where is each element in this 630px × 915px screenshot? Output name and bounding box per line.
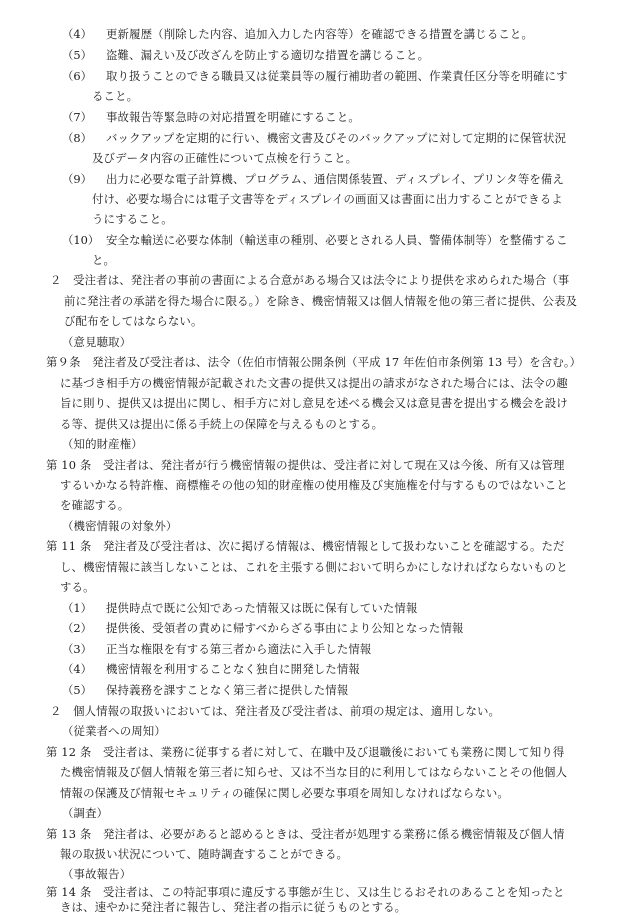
item-6-number: （6） bbox=[62, 69, 93, 83]
item-10-number: （10） bbox=[62, 233, 100, 247]
item-7-number: （7） bbox=[62, 110, 93, 124]
article-13-text: 第 13 条 発注者は、必要があると認めるときは、受注者が処理する業務に係る機密情報及び個人情 bbox=[46, 827, 565, 841]
item-4-text: 更新履歴（削除した内容、追加入力した内容等）を確認できる措置を講じること。 bbox=[106, 27, 534, 41]
list-item-number: （1） bbox=[62, 601, 93, 615]
item-8-text: 及びデータ内容の正確性について点検を行うこと。 bbox=[92, 151, 358, 165]
article-9-text: 第９条 発注者及び受注者は、法令（佐伯市情報公開条例（平成 17 年佐伯市条例第 13 号）を含む。） bbox=[46, 355, 582, 369]
item-5-number: （5） bbox=[62, 48, 93, 62]
article-10-text: を確認する。 bbox=[60, 498, 130, 512]
article-11-paragraph-2: ２ 個人情報の取扱いにおいては、発注者及び受注者は、前項の規定は、適用しない。 bbox=[50, 704, 501, 718]
paragraph-2: 前に発注者の承諾を得た場合に限る。）を除き、機密情報又は個人情報を他の第三者に提供、公表及 bbox=[64, 294, 578, 308]
list-item-text: 機密情報を利用することなく独自に開発した情報 bbox=[106, 662, 360, 676]
article-9-heading: （意見聴取） bbox=[62, 335, 132, 349]
article-13-heading: （調査） bbox=[62, 806, 109, 820]
article-12-heading: （従業者への周知） bbox=[62, 724, 166, 738]
article-12-text: 情報の保護及び情報セキュリティの確保に関し必要な事項を周知しなければならない。 bbox=[60, 786, 509, 800]
article-9-text: る等、提供又は提出に係る手続上の保障を与えるものとする。 bbox=[60, 417, 384, 431]
article-12-text: 第 12 条 受注者は、業務に従事する者に対して、在職中及び退職後においても業務に関して知り得 bbox=[46, 745, 565, 759]
list-item-text: 提供後、受領者の責めに帰すべからざる事由により公知となった情報 bbox=[106, 621, 464, 635]
list-item-text: 提供時点で既に公知であった情報又は既に保有していた情報 bbox=[106, 601, 418, 615]
item-5-text: 盗難、漏えい及び改ざんを防止する適切な措置を講じること。 bbox=[106, 48, 430, 62]
article-13-text: 報の取扱い状況について、随時調査することができる。 bbox=[60, 847, 349, 861]
item-9-text: 付け、必要な場合には電子文書等をディスプレイの画面又は書面に出力することができるよ bbox=[92, 192, 563, 206]
article-10-text: するいかなる特許権、商標権その他の知的財産権の使用権及び実施権を付与するものではないこと bbox=[60, 478, 568, 492]
item-9-text: 出力に必要な電子計算機、プログラム、通信関係装置、ディスプレイ、プリンタ等を備え bbox=[106, 172, 564, 186]
item-10-text: 安全な輸送に必要な体制（輸送車の種別、必要とされる人員、警備体制等）を整備するこ bbox=[106, 233, 568, 247]
article-14-text: 第 14 条 受注者は、この特記事項に違反する事態が生じ、又は生じるおそれのあることを知ったと bbox=[46, 885, 565, 899]
item-7-text: 事故報告等緊急時の対応措置を明確にすること。 bbox=[106, 110, 360, 124]
paragraph-2: び配布をしてはならない。 bbox=[64, 314, 203, 328]
article-11-heading: （機密情報の対象外） bbox=[62, 519, 178, 533]
list-item-number: （3） bbox=[62, 642, 93, 656]
item-6-text: ること。 bbox=[92, 89, 139, 103]
article-10-text: 第 10 条 受注者は、発注者が行う機密情報の提供は、受注者に対して現在又は今後、所有又は管理 bbox=[46, 458, 565, 472]
article-10-heading: （知的財産権） bbox=[62, 437, 143, 451]
list-item-text: 正当な権限を有する第三者から適法に入手した情報 bbox=[106, 642, 372, 656]
item-4-number: （4） bbox=[62, 27, 93, 41]
article-11-text: する。 bbox=[60, 580, 95, 594]
item-8-number: （8） bbox=[62, 131, 93, 145]
article-12-text: た機密情報及び個人情報を第三者に知らせ、又は不当な目的に利用してはならないことその他個人 bbox=[60, 765, 568, 779]
list-item-number: （2） bbox=[62, 621, 93, 635]
item-10-text: と。 bbox=[92, 253, 116, 267]
list-item-number: （4） bbox=[62, 662, 93, 676]
item-8-text: バックアップを定期的に行い、機密文書及びそのバックアップに対して定期的に保管状況 bbox=[106, 131, 567, 145]
item-9-text: うにすること。 bbox=[92, 212, 173, 226]
article-14-text: きは、速やかに発注者に報告し、発注者の指示に従うものとする。 bbox=[60, 900, 407, 914]
article-9-text: に基づき相手方の機密情報が記載された文書の提供又は提出の請求がなされた場合には、法令の趣 bbox=[60, 376, 568, 390]
article-11-text: し、機密情報に該当しないことは、これを主張する側において明らかにしなければならないものと bbox=[60, 560, 568, 574]
article-11-text: 第 11 条 発注者及び受注者は、次に掲げる情報は、機密情報として扱わないことを確認する。ただ bbox=[46, 539, 565, 553]
item-9-number: （9） bbox=[62, 172, 93, 186]
list-item-text: 保持義務を課すことなく第三者に提供した情報 bbox=[106, 683, 349, 697]
item-6-text: 取り扱うことのできる職員又は従業員等の履行補助者の範囲、作業責任区分等を明確にす bbox=[106, 69, 568, 83]
article-14-heading: （事故報告） bbox=[62, 867, 132, 881]
list-item-number: （5） bbox=[62, 683, 93, 697]
paragraph-2: ２ 受注者は、発注者の事前の書面による合意がある場合又は法令により提供を求められた場合（事 bbox=[50, 273, 570, 287]
article-9-text: 旨に則り、提供又は提出に関し、相手方に対し意見を述べる機会又は意見書を提出する機会を設け bbox=[60, 396, 568, 410]
